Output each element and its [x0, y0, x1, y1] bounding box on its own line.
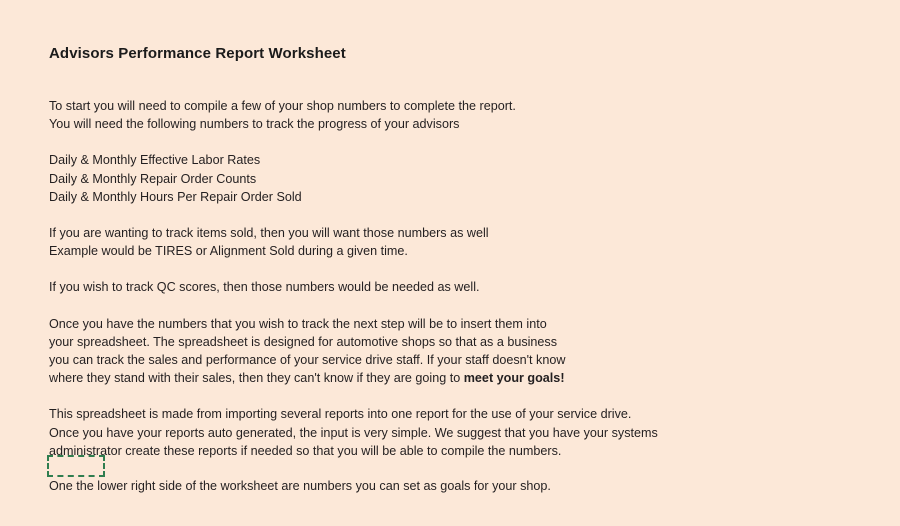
- goals-emphasis: meet your goals!: [463, 371, 565, 386]
- goals-note-line-1: One the lower right side of the worksheet are numbers you can set as goals for your shop.: [49, 479, 551, 494]
- insert-numbers-line-2: your spreadsheet. The spreadsheet is designed for automotive shops so that as a business: [49, 334, 558, 349]
- insert-numbers-line-4-text: where they stand with their sales, then they can't know if they are going to: [49, 371, 464, 386]
- list-item: Daily & Monthly Effective Labor Rates: [49, 153, 261, 168]
- intro-line-2: You will need the following numbers to track the progress of your advisors: [49, 117, 460, 132]
- page-title: Advisors Performance Report Worksheet: [49, 45, 346, 62]
- insert-numbers-line-4: [49, 369, 860, 387]
- spacer: [49, 297, 860, 315]
- items-sold-line-1: If you are wanting to track items sold, then you will want those numbers as well: [49, 226, 489, 241]
- spacer: [49, 260, 860, 278]
- spacer: [49, 133, 860, 151]
- spacer: [49, 206, 860, 224]
- insert-numbers-paragraph: [49, 315, 860, 388]
- intro-paragraph: [49, 97, 860, 133]
- spacer: [49, 387, 860, 405]
- reports-line-3: administrator create these reports if needed so that you will be able to compile the numbers.: [49, 443, 562, 458]
- qc-scores-paragraph: [49, 278, 860, 296]
- list-item: Daily & Monthly Hours Per Repair Order Sold: [49, 189, 302, 204]
- items-sold-paragraph: [49, 224, 860, 260]
- qc-scores-line-1: If you wish to track QC scores, then those numbers would be needed as well.: [49, 280, 480, 295]
- spacer: [49, 460, 860, 477]
- spacer: [49, 64, 860, 97]
- items-sold-line-2: Example would be TIRES or Alignment Sold during a given time.: [49, 244, 408, 259]
- reports-paragraph: [49, 405, 860, 460]
- metrics-list: [49, 151, 860, 206]
- insert-numbers-line-3: you can track the sales and performance of your service drive staff. If your staff doesn't know: [49, 353, 566, 368]
- intro-line-1: To start you will need to compile a few of your shop numbers to complete the report.: [49, 99, 516, 113]
- goals-note-paragraph: [49, 477, 860, 495]
- list-item: Daily & Monthly Repair Order Counts: [49, 171, 257, 186]
- insert-numbers-line-1: Once you have the numbers that you wish to track the next step will be to insert them into: [49, 316, 547, 331]
- reports-line-2: Once you have your reports auto generated, the input is very simple. We suggest that you have your systems: [49, 425, 658, 440]
- reports-line-1: This spreadsheet is made from importing several reports into one report for the use of your service drive.: [49, 407, 632, 422]
